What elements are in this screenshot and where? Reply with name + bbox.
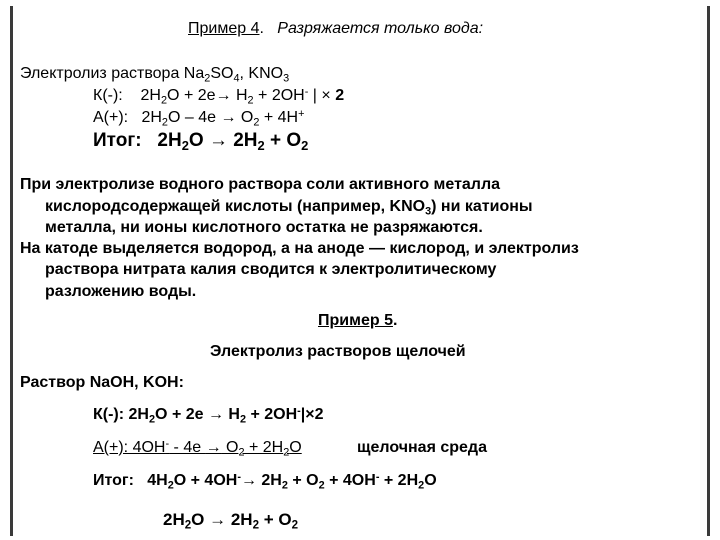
eq-text: 2 [314, 406, 324, 423]
eq-sup: - [304, 86, 309, 99]
arrow-icon: → [215, 87, 232, 104]
intro-sub: 2 [204, 72, 211, 85]
example-5-title [318, 313, 397, 329]
eq-text: 2H [163, 510, 185, 529]
eq-sub: 2 [318, 479, 325, 492]
eq-text: + 2H [244, 439, 284, 456]
eq-text: 4H [147, 472, 168, 489]
eq-sub: 2 [257, 137, 265, 153]
eq-sub: 2 [148, 413, 156, 426]
eq-sub: 2 [281, 479, 288, 492]
eq-sup: - [165, 438, 170, 451]
arrow-icon: → [209, 510, 227, 529]
eq-sub: 2 [418, 479, 425, 492]
title-dot: . [259, 20, 264, 37]
eq-text: 2H [227, 130, 258, 151]
eq-text: 2H [141, 109, 162, 126]
times-icon: × [321, 87, 331, 104]
eq-text: H [223, 406, 240, 423]
eq-text: 2H [157, 130, 182, 151]
eq-sup: - [375, 471, 380, 484]
medium-note: щелочная среда [357, 439, 487, 456]
eq-text: 2H [226, 510, 253, 529]
paragraph-line: металла, ни ионы кислотного остатка не разряжаются. [45, 219, 483, 236]
example-5-heading: Электролиз растворов щелочей [210, 343, 466, 360]
anode-equation-underlined [93, 438, 302, 459]
eq-sub: 2 [238, 446, 245, 459]
paragraph-line: При электролизе водного раствора соли активного металла [20, 176, 501, 193]
anode-label: А(+): [93, 109, 129, 126]
eq-text: | [300, 406, 306, 423]
eq-text: 2H [256, 472, 282, 489]
eq-text: + 2OH [246, 406, 298, 423]
electrolysis-intro [20, 65, 290, 85]
eq-text: O [221, 439, 239, 456]
eq-text: O [236, 109, 254, 126]
eq-sub: 2 [253, 116, 260, 129]
paragraph-line [45, 198, 533, 218]
eq-text: + 2H [379, 472, 419, 489]
cathode-equation-5 [93, 405, 324, 426]
eq-sup: + [298, 108, 305, 121]
eq-text: O – 4e [167, 109, 221, 126]
eq-text: - 4e [169, 439, 206, 456]
eq-text: O [289, 439, 302, 456]
eq-sub: 2 [252, 519, 259, 532]
eq-sub: 2 [184, 519, 192, 532]
title-dot: . [392, 312, 398, 329]
cathode-equation-4 [93, 86, 345, 107]
result-label: Итог: [93, 472, 134, 489]
anode-equation-4 [93, 108, 305, 129]
eq-text: + 4H [259, 109, 299, 126]
arrow-icon: → [208, 130, 228, 151]
intro-text: , KNO [239, 65, 284, 82]
solution-label: Раствор NaOH, KOH: [20, 374, 184, 391]
eq-text: | [308, 87, 322, 104]
cathode-label: К(-): [93, 87, 123, 104]
example-4-title [188, 21, 483, 37]
paragraph-text: ) ни катионы [431, 198, 533, 215]
times-icon: × [305, 406, 315, 423]
eq-sup: - [237, 471, 241, 484]
result-equation-5 [93, 471, 437, 492]
eq-sub: 2 [167, 479, 174, 492]
eq-text: + 4OH [324, 472, 376, 489]
result-label: Итог: [93, 130, 142, 151]
intro-text: Электролиз раствора Na [20, 65, 205, 82]
eq-sub: 2 [181, 137, 189, 153]
arrow-icon: → [220, 109, 237, 126]
eq-text: O + 2e [155, 406, 208, 423]
eq-sub: 2 [161, 116, 168, 129]
eq-sub: 2 [301, 137, 309, 153]
eq-sub: 2 [291, 519, 299, 532]
example-4-subtitle: Разряжается только вода: [277, 20, 484, 37]
eq-text: 2 [330, 87, 345, 104]
eq-text: + 2OH [253, 87, 305, 104]
paragraph-line: На катоде выделяется водород, а на аноде — кислород, и электролиз [20, 240, 579, 257]
anode-equation-5 [93, 438, 302, 459]
eq-text: + O [264, 130, 302, 151]
eq-text: O [188, 130, 209, 151]
arrow-icon: → [207, 406, 224, 423]
eq-text: + O [259, 510, 292, 529]
arrow-icon: → [240, 472, 257, 489]
eq-text: А(+): 4OH [93, 439, 166, 456]
eq-sub: 2 [283, 446, 290, 459]
eq-sub: 2 [160, 94, 168, 107]
intro-sub: 3 [283, 72, 290, 85]
eq-sub: 2 [247, 94, 254, 107]
final-equation [163, 510, 299, 532]
eq-text: H [231, 87, 248, 104]
arrow-icon: → [205, 439, 222, 456]
eq-text: К(-): 2H [93, 406, 149, 423]
intro-sub: 4 [233, 72, 240, 85]
eq-text: 2H [140, 87, 161, 104]
example-5-label: Пример 5 [318, 312, 393, 329]
eq-text: O + 2e [167, 87, 216, 104]
eq-text: O [424, 472, 437, 489]
result-equation-4 [93, 130, 309, 153]
paragraph-line: разложению воды. [45, 283, 197, 300]
eq-sup: - [297, 405, 301, 418]
eq-sub: 2 [239, 413, 247, 426]
intro-text: SO [210, 65, 234, 82]
paragraph-text: кислородсодержащей кислоты (например, KNO [45, 198, 426, 215]
eq-text: + O [287, 472, 319, 489]
example-4-label: Пример 4 [188, 20, 260, 37]
eq-text: O [191, 510, 210, 529]
paragraph-line: раствора нитрата калия сводится к электролитическому [45, 261, 497, 278]
eq-text: O + 4OH [173, 472, 238, 489]
paragraph-sub: 3 [425, 205, 432, 218]
